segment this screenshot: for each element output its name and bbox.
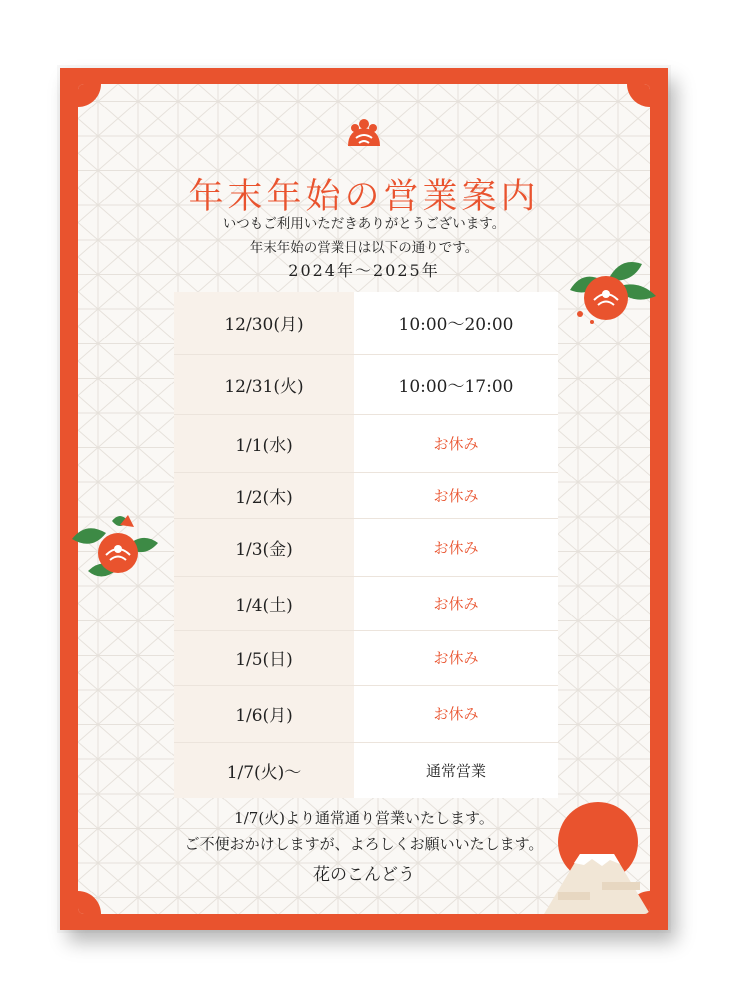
footer-line-2: ご不便おかけしますが、よろしくお願いいたします。 bbox=[184, 835, 544, 853]
footer-line-1: 1/7(火)より通常通り営業いたします。 bbox=[234, 809, 494, 827]
schedule-status: お休み bbox=[354, 414, 558, 472]
table-row bbox=[174, 472, 558, 518]
schedule-date: 1/2(木) bbox=[174, 472, 354, 518]
schedule-status: 10:00～17:00 bbox=[354, 354, 558, 414]
page-title: 年末年始の営業案内 bbox=[188, 177, 540, 217]
table-row bbox=[174, 685, 558, 742]
schedule-status: 通常営業 bbox=[354, 742, 558, 798]
year-range: 2024年～2025年 bbox=[288, 261, 440, 280]
corner-decoration bbox=[78, 891, 101, 914]
corner-decoration bbox=[78, 84, 101, 107]
schedule-date: 1/4(土) bbox=[174, 576, 354, 630]
shop-name: 花のこんどう bbox=[313, 865, 415, 885]
schedule-status: お休み bbox=[354, 685, 558, 742]
greeting-line-2: 年末年始の営業日は以下の通りです。 bbox=[249, 240, 479, 256]
schedule-status: お休み bbox=[354, 518, 558, 576]
mount-fuji-icon bbox=[544, 796, 650, 914]
table-row bbox=[174, 354, 558, 414]
camellia-icon bbox=[68, 513, 160, 585]
schedule-date: 1/3(金) bbox=[174, 518, 354, 576]
schedule-status: お休み bbox=[354, 472, 558, 518]
schedule-status: 10:00～20:00 bbox=[354, 292, 558, 354]
schedule-date: 12/31(火) bbox=[174, 354, 354, 414]
ume-blossom-icon bbox=[344, 116, 384, 150]
notice-poster bbox=[60, 68, 668, 930]
greeting-line-1: いつもご利用いただきありがとうございます。 bbox=[222, 216, 506, 232]
schedule-table bbox=[174, 292, 558, 798]
table-row bbox=[174, 630, 558, 685]
schedule-date: 1/6(月) bbox=[174, 685, 354, 742]
camellia-icon bbox=[568, 258, 660, 330]
schedule-status: お休み bbox=[354, 630, 558, 685]
poster-inner bbox=[78, 84, 650, 914]
schedule-date: 12/30(月) bbox=[174, 292, 354, 354]
table-row bbox=[174, 414, 558, 472]
corner-decoration bbox=[627, 84, 650, 107]
table-row bbox=[174, 518, 558, 576]
schedule-date: 1/1(水) bbox=[174, 414, 354, 472]
table-row bbox=[174, 576, 558, 630]
schedule-date: 1/7(火)～ bbox=[174, 742, 354, 798]
table-row bbox=[174, 742, 558, 798]
schedule-status: お休み bbox=[354, 576, 558, 630]
table-row bbox=[174, 292, 558, 354]
schedule-date: 1/5(日) bbox=[174, 630, 354, 685]
